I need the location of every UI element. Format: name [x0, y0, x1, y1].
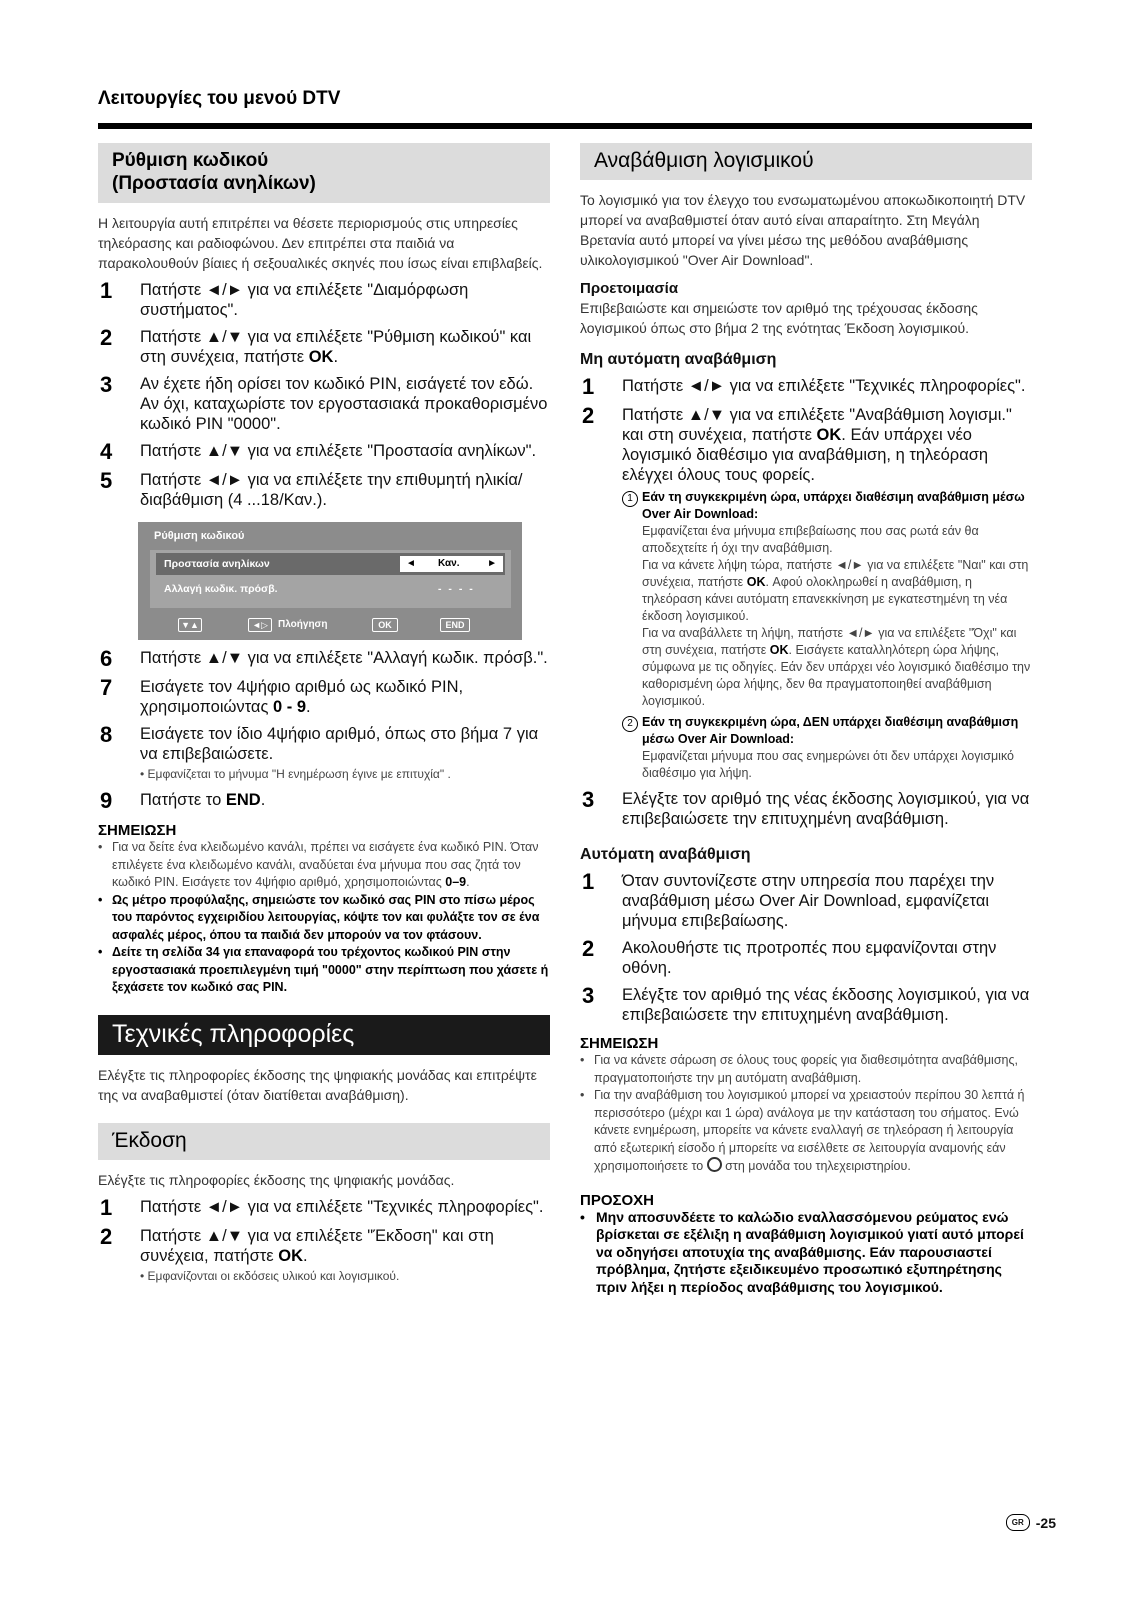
osd-title: Ρύθμιση κωδικού [154, 530, 245, 542]
manual-step-2: 2 Πατήστε ▲/▼ για να επιλέξετε "Αναβάθμιση λογισμι." και στη συνέχεια, πατήστε OK. Εάν υπάρχει νέο λογισμικό διαθέσιμο για αναβάθμιση, η τηλεόραση ελέγχει όλους τους φορείς. 1 Εάν τη συγκεκριμένη ώρα, υπάρχει διαθέσιμη αναβάθμιση μέσω Over Air Download: Εμφανίζεται ένα μήνυμα επιβεβαίωσης που σας ρωτά εάν θα αποδεχτείτε ή όχι την αναβάθμιση. Για να κάνετε λήψη τώρα, πατήστε ◄/► για να επιλέξετε "Ναι" και στη συνέχεια, πατήστε OK. Αφού ολοκληρωθεί η αναβάθμιση, η τηλεόραση κάνει αυτόματη επανεκκίνηση με εγκατεστημένη τη νέα έκδοση λογισμικού. Για να αναβάλλετε τη λήψη, πατήστε ◄/► για να επιλέξετε "Όχι" και στη συνέχεια, πατήστε OK. Εισάγετε καταλληλότερη ώρα λήψης, σύμφωνα με τις οδηγίες. Εάν δεν υπάρχει νέο λογισμικό διαθέσιμο την καθορισμένη ώρα λήψης, δεν θα πραγματοποιηθεί αναβάθμιση λογισμικού. 2 Εάν τη συγκεκριμένη ώρα, ΔΕΝ υπάρχει διαθέσιμη αναβάθμιση μέσω Over Air Download: Εμφανίζεται μήνυμα που σας ενημερώνει ότι δεν υπάρχει λογισμικό διαθέσιμο για λήψη. [582, 403, 1031, 780]
prep-heading: Προετοιμασία [580, 280, 679, 297]
end-key-icon: END [440, 618, 470, 632]
left-arrow-icon: ◄ [406, 558, 416, 569]
manual-heading: Μη αυτόματη αναβάθμιση [580, 351, 777, 368]
manual-step-1: 1 Πατήστε ◄/► για να επιλέξετε "Τεχνικές πληροφορίες". [582, 374, 1026, 399]
manual-step-3: 3 Ελέγξτε τον αριθμό της νέας έκδοσης λογισμικού, για να επιβεβαιώσετε την επιτυχημένη αναβάθμιση. [582, 787, 1030, 828]
prep-text: Επιβεβαιώστε και σημειώστε τον αριθμό της τρέχουσας έκδοσης λογισμικού όπως στο βήμα 2 της ενότητας Έκδοση λογισμικού. [580, 300, 978, 336]
note-item-3: • Δείτε τη σελίδα 34 για επαναφορά του τρέχοντος κωδικού PIN στην εργοστασιακά προεπιλεγμένη τιμή "0000" στην περίπτωση που χάσετε ή ξεχάσετε τον κωδικό σας PIN. [98, 945, 549, 994]
option-2: 2 Εάν τη συγκεκριμένη ώρα, ΔΕΝ υπάρχει διαθέσιμη αναβάθμιση μέσω Over Air Download: Εμφανίζεται μήνυμα που σας ενημερώνει ότι δεν υπάρχει λογισμικό διαθέσιμο για λήψη. [622, 714, 1032, 782]
caution-heading: ΠΡΟΣΟΧΗ [580, 1191, 655, 1209]
note-item-1: • Για να δείτε ένα κλειδωμένο κανάλι, πρέπει να εισάγετε ένα κωδικό PIN. Όταν επιλέγετε ένα κλειδωμένο κανάλι, αναδύεται ένα μήνυμα που σας ζητά τον κωδικό PIN. Εισάγετε τον 4ψήφιο αριθμό, χρησιμοποιώντας 0–9. [98, 840, 539, 889]
step-8-note: • Εμφανίζεται το μήνυμα "Η ενημέρωση έγινε με επιτυχία" . [140, 767, 451, 781]
step-6: 6 Πατήστε ▲/▼ για να επιλέξετε "Αλλαγή κωδικ. πρόσβ.". [100, 646, 548, 671]
ok-key-icon: OK [372, 618, 398, 632]
up-down-icon: ▼▲ [178, 618, 202, 632]
step-4: 4 Πατήστε ▲/▼ για να επιλέξετε "Προστασία ανηλίκων". [100, 439, 537, 464]
steps-b [98, 648, 550, 812]
page-number: GR -25 [1006, 1514, 1056, 1531]
section-intro: Η λειτουργία αυτή επιτρέπει να θέσετε περιορισμούς στις υπηρεσίες τηλεόρασης και ραδιοφώνου. Δεν επιτρέπει στα παιδιά να παρακολουθούν βίαιες ή σεξουαλικές σκηνές που ίσως είναι επιβλαβείς. [98, 215, 543, 271]
osd-value-box: ◄ Καν. ► [400, 556, 503, 572]
auto-heading: Αυτόματη αναβάθμιση [580, 846, 751, 863]
steps-c [98, 1194, 550, 1285]
step-1: 1 Πατήστε ◄/► για να επιλέξετε "Διαμόρφωση συστήματος". [100, 278, 469, 319]
step-9: 9 Πατήστε το END. [100, 788, 266, 813]
version-step-2: 2 Πατήστε ▲/▼ για να επιλέξετε "Έκδοση" και στη συνέχεια, πατήστε OK. • Εμφανίζονται οι εκδόσεις υλικού και λογισμικού. [98, 1226, 550, 1285]
section-title-line1: Ρύθμιση κωδικού [112, 150, 269, 171]
osd-footer: ▼▲ ◄▷ Πλοήγηση OK END [138, 616, 522, 634]
osd-row-parental: Προστασία ανηλίκων ◄ Καν. ► [156, 553, 505, 575]
note-right-1: • Για να κάνετε σάρωση σε όλους τους φορείς για διαθεσιμότητα αναβάθμισης, πραγματοποιήστε την μη αυτόματη αναβάθμιση. [580, 1053, 1018, 1085]
steps-a [98, 280, 550, 510]
left-column [98, 143, 550, 1285]
osd-menu [150, 550, 511, 608]
auto-step-2: 2 Ακολουθήστε τις προτροπές που εμφανίζονται στην οθόνη. [582, 936, 997, 977]
version-step-1: 1 Πατήστε ◄/► για να επιλέξετε "Τεχνικές πληροφορίες". [100, 1194, 544, 1220]
osd-screenshot [138, 522, 522, 640]
power-icon [707, 1157, 722, 1172]
caution-item: • Μην αποσυνδέετε το καλώδιο εναλλασσόμενου ρεύματος ενώ βρίσκεται σε εξέλιξη η αναβάθμιση λογισμικού γιατί αυτό μπορεί να οδηγήσει αποτυχία της αναβάθμισης. Εάν παρουσιαστεί πρόβλημα, ζητήστε εξειδικευμένο προσωπικό εξυπηρέτησης πριν λήξει η περίοδος αναβάθμισης του λογισμικού. [580, 1208, 1024, 1295]
step-2: 2 Πατήστε ▲/▼ για να επιλέξετε "Ρύθμιση κωδικού" και στη συνέχεια, πατήστε OK. [100, 325, 532, 366]
language-badge: GR [1006, 1514, 1030, 1531]
note-heading-right: ΣΗΜΕΙΩΣΗ [580, 1035, 659, 1052]
page-header: Λειτουργίες του μενού DTV [98, 88, 341, 109]
right-column [580, 143, 1032, 1296]
version-step-2-note: • Εμφανίζονται οι εκδόσεις υλικού και λογισμικού. [140, 1268, 400, 1283]
header-rule [98, 123, 1032, 129]
note-heading: ΣΗΜΕΙΩΣΗ [98, 822, 177, 839]
section-title-pin [98, 143, 550, 203]
note-right-2: • Για την αναβάθμιση του λογισμικού μπορεί να χρειαστούν περίπου 30 λεπτά ή περισσότερο (μέχρι και 1 ώρα) ανάλογα με την κατάσταση του σήματος. Ενώ κάνετε ενημέρωση, μπορείτε να κάνετε εναλλαγή σε τηλεόραση ή λειτουργία από εξωτερική είσοδο ή μπορείτε να εισέλθετε σε λειτουργία αναμονής εάν χρησιμοποιήσετε το στη μονάδα του τηλεχειριστηρίου. [580, 1088, 1025, 1173]
section-title-sw-upgrade: Αναβάθμιση λογισμικού [580, 143, 1032, 180]
circle-2-icon: 2 [622, 716, 638, 732]
option-1: 1 Εάν τη συγκεκριμένη ώρα, υπάρχει διαθέσιμη αναβάθμιση μέσω Over Air Download: Εμφανίζεται ένα μήνυμα επιβεβαίωσης που σας ρωτά εάν θα αποδεχτείτε ή όχι την αναβάθμιση. Για να κάνετε λήψη τώρα, πατήστε ◄/► για να επιλέξετε "Ναι" και στη συνέχεια, πατήστε OK. Αφού ολοκληρωθεί η αναβάθμιση, η τηλεόραση κάνει αυτόματη επανεκκίνηση με εγκατεστημένη τη νέα έκδοση λογισμικού. Για να αναβάλλετε τη λήψη, πατήστε ◄/► για να επιλέξετε "Όχι" και στη συνέχεια, πατήστε OK. Εισάγετε καταλληλότερη ώρα λήψης, σύμφωνα με τις οδηγίες. Εάν δεν υπάρχει νέο λογισμικό διαθέσιμο την καθορισμένη ώρα λήψης, δεν θα πραγματοποιηθεί αναβάθμιση λογισμικού. [622, 489, 1032, 710]
section-title-tech-info: Τεχνικές πληροφορίες [98, 1015, 550, 1055]
step-5: 5 Πατήστε ◄/► για να επιλέξετε την επιθυμητή ηλικία/διαβάθμιση (4 ...18/Καν.). [100, 468, 523, 509]
step-8: 8 Εισάγετε τον ίδιο 4ψήφιο αριθμό, όπως στο βήμα 7 για να επιβεβαιώσετε. • Εμφανίζεται το μήνυμα "Η ενημέρωση έγινε με επιτυχία" . [98, 724, 550, 783]
left-right-icon: ◄▷ [248, 618, 272, 632]
circle-1-icon: 1 [622, 491, 638, 507]
step-7: 7 Εισάγετε τον 4ψήφιο αριθμό ως κωδικό PIN, χρησιμοποιώντας 0 - 9. [100, 675, 464, 716]
sw-upgrade-intro: Το λογισμικό για τον έλεγχο του ενσωματωμένου αποκωδικοποιητή DTV μπορεί να αναβαθμιστεί όταν αυτό είναι απαραίτητο. Στη Μεγάλη Βρετανία αυτό μπορεί να γίνει μέσω της μεθόδου αναβάθμισης υλικολογισμικού "Over Air Download". [580, 192, 1026, 268]
auto-step-3: 3 Ελέγξτε τον αριθμό της νέας έκδοσης λογισμικού, για να επιβεβαιώσετε την επιτυχημένη αναβάθμιση. [582, 983, 1030, 1024]
version-intro: Ελέγξτε τις πληροφορίες έκδοσης της ψηφιακής μονάδας. [98, 1171, 455, 1188]
step-3: 3 Αν έχετε ήδη ορίσει τον κωδικό PIN, εισάγετέ τον εδώ. Αν όχι, καταχωρίστε τον εργοστασιακά προκαθορισμένο κωδικό PIN "0000". [100, 372, 548, 433]
osd-row-change-pin: Αλλαγή κωδικ. πρόσβ. - - - - [164, 583, 475, 595]
auto-step-1: 1 Όταν συντονίζεστε στην υπηρεσία που παρέχει την αναβάθμιση μέσω Over Air Download, εμφανίζεται μήνυμα επιβεβαίωσης. [582, 869, 995, 930]
right-arrow-icon: ► [487, 558, 497, 569]
note-item-2: • Ως μέτρο προφύλαξης, σημειώστε τον κωδικό σας PIN στο πίσω μέρος του παρόντος εγχειριδίου λειτουργίας, κόψτε τον και φυλάξτε τον σε ένα ασφαλές μέρος, όπου τα παιδιά δεν μπορούν να τον φτάσουν. [98, 892, 540, 942]
tech-info-intro: Ελέγξτε τις πληροφορίες έκδοσης της ψηφιακής μονάδας και επιτρέψτε της να αναβαθμιστεί (όταν διατίθεται αναβάθμιση). [98, 1066, 537, 1103]
section-title-version: Έκδοση [98, 1123, 550, 1160]
section-title-line2: (Προστασία ανηλίκων) [112, 173, 316, 194]
